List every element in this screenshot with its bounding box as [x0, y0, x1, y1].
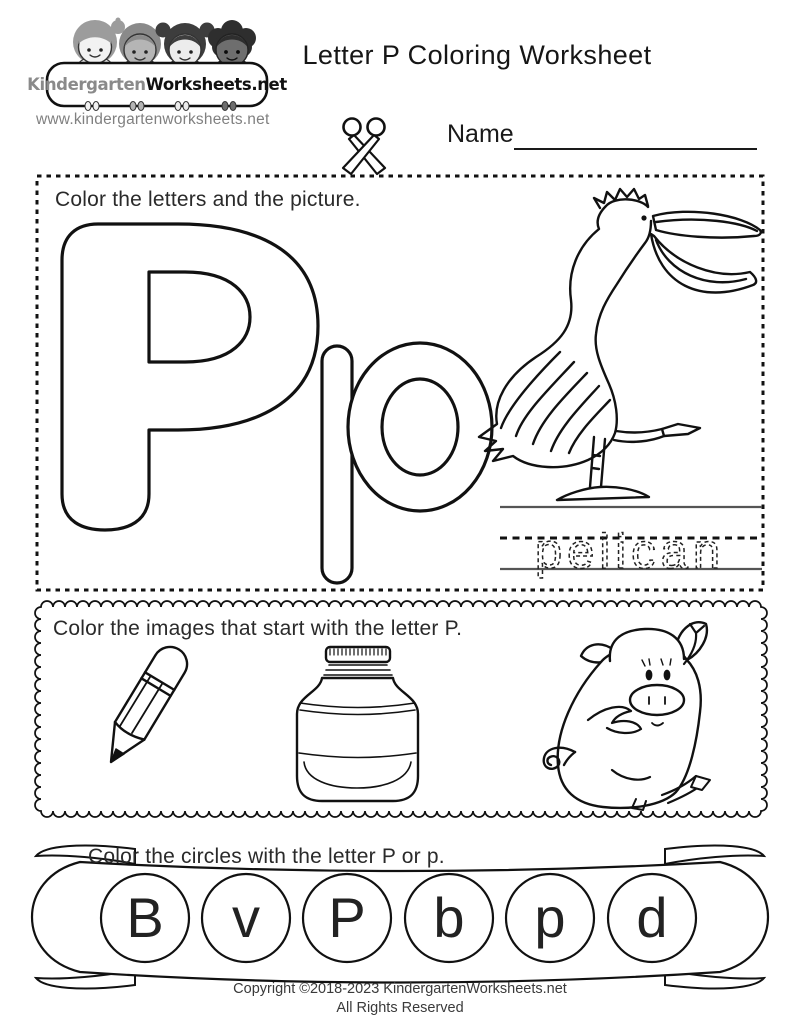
letter-circle [303, 874, 391, 962]
letter-circle [405, 874, 493, 962]
site-url: www.kindergartenworksheets.net [36, 111, 270, 128]
letter-circle [506, 874, 594, 962]
trace-word-pelican: pelican [534, 525, 726, 579]
circle-letter: B [126, 886, 164, 949]
page-title: Letter P Coloring Worksheet [302, 40, 652, 70]
trace-writing-lines [500, 507, 762, 579]
pig-drawing [544, 622, 710, 810]
circle-letter: b [433, 886, 465, 949]
jar-drawing [297, 647, 418, 801]
footer-copyright: Copyright ©2018-2023 KindergartenWorksheets.net [233, 981, 567, 997]
circle-letter: p [534, 886, 566, 949]
instruction-color-letters: Color the letters and the picture. [55, 188, 361, 211]
letter-circle [202, 874, 290, 962]
circle-letter: d [636, 886, 668, 949]
pencil-drawing [111, 647, 187, 762]
logo-brand-gray: Kindergarten [27, 75, 146, 94]
pelican-drawing [479, 189, 761, 500]
footer-rights: All Rights Reserved [336, 1000, 464, 1016]
circle-letter: P [328, 886, 366, 949]
logo-brand [27, 63, 287, 106]
instruction-color-circles: Color the circles with the letter P or p. [88, 845, 445, 868]
big-letter-p-lowercase [322, 343, 492, 583]
name-label: Name [447, 120, 514, 148]
big-letter-P [62, 224, 318, 530]
circle-letter: v [232, 886, 260, 949]
letter-circle [608, 874, 696, 962]
letter-circle [101, 874, 189, 962]
logo-brand-black: Worksheets.net [145, 75, 287, 94]
name-blank-line [514, 116, 757, 150]
instruction-color-images: Color the images that start with the letter P. [53, 617, 463, 640]
scissors-icon [343, 119, 385, 175]
